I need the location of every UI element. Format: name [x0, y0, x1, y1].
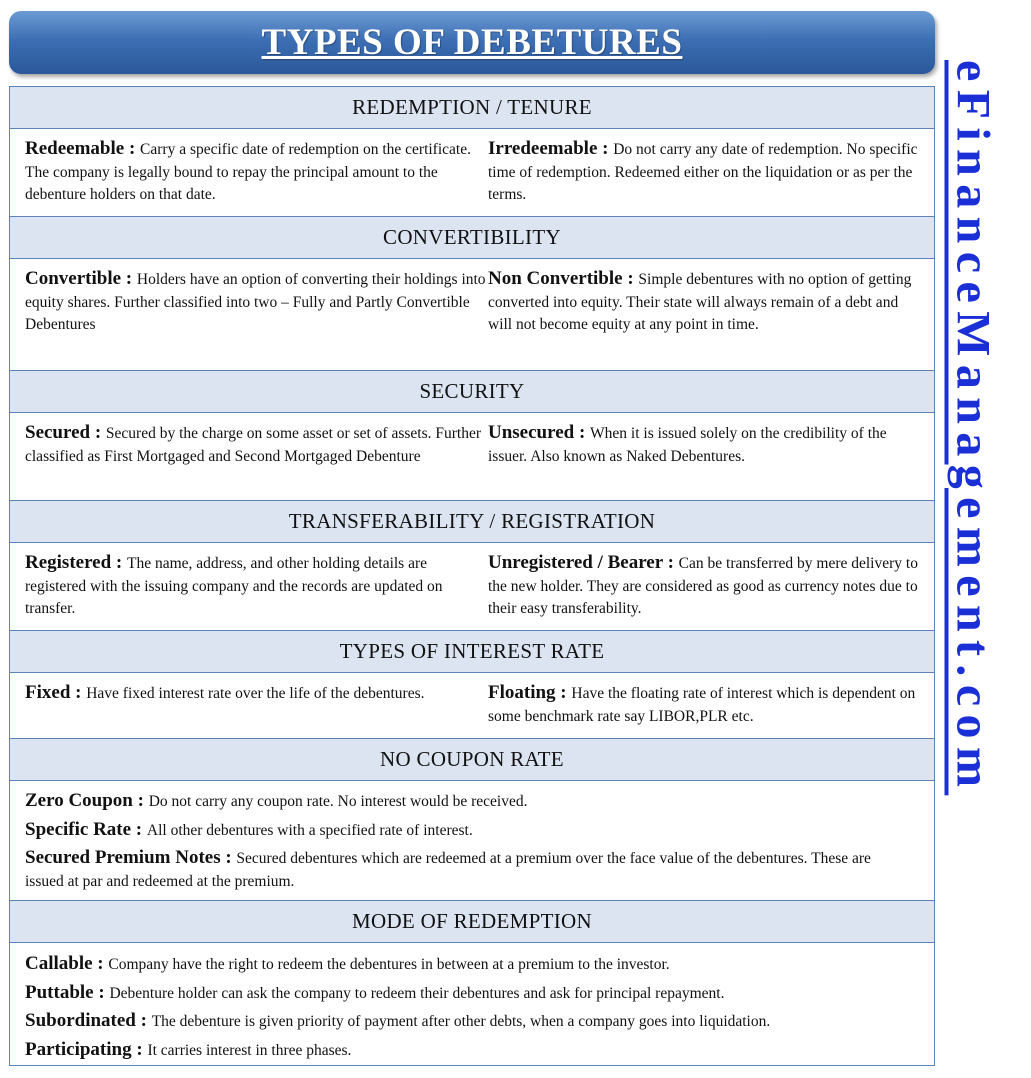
- section-heading-coupon: NO COUPON RATE: [10, 739, 934, 781]
- term-puttable: Puttable :: [25, 981, 110, 1003]
- desc-unregistered: Can be transferred by mere delivery to the new holder. They are considered as good as currency notes due to their easy transferability.: [488, 555, 918, 617]
- cell-registered: [25, 552, 488, 630]
- debenture-types-table: [9, 86, 935, 1066]
- section-heading-interest: TYPES OF INTEREST RATE: [10, 631, 934, 673]
- cell-floating: [488, 682, 920, 738]
- desc-unsecured: When it is issued solely on the credibility of the issuer. Also known as Naked Debentures.: [488, 425, 887, 465]
- desc-fixed: Have fixed interest rate over the life of the debentures.: [86, 685, 425, 702]
- section-heading-security: SECURITY: [10, 371, 934, 413]
- term-irredeemable: Irredeemable :: [488, 138, 614, 159]
- desc-redeemable: Carry a specific date of redemption on the certificate. The company is legally bound to repay the principal amount to the debenture holders on that date.: [25, 141, 471, 203]
- desc-subordinated: The debenture is given priority of payment after other debts, when a company goes into liquidation.: [151, 1013, 771, 1030]
- item-specific-rate: [25, 819, 894, 843]
- section-body-coupon: [10, 781, 934, 901]
- desc-convertible: Holders have an option of converting their holdings into equity shares. Further classified into two – Fully and Partly Convertible Debentures: [25, 271, 486, 333]
- desc-participating: It carries interest in three phases.: [147, 1041, 352, 1059]
- item-zero-coupon: [25, 790, 894, 814]
- cell-non-convertible: [488, 268, 920, 370]
- term-zero-coupon: Zero Coupon :: [25, 790, 149, 811]
- term-secured: Secured :: [25, 422, 106, 443]
- cell-unsecured: [488, 422, 920, 500]
- term-redeemable: Redeemable :: [25, 138, 141, 159]
- section-heading-transferability: TRANSFERABILITY / REGISTRATION: [10, 501, 934, 543]
- cell-redeemable: [25, 138, 488, 216]
- section-body-convertibility: [10, 259, 934, 371]
- desc-non-convertible: Simple debentures with no option of getting converted into equity. Their state will always remain of a debt and will not become equity at any point in time.: [488, 271, 912, 333]
- section-body-redemption: [10, 129, 934, 217]
- cell-convertible: [25, 268, 488, 370]
- section-heading-mode: MODE OF REDEMPTION: [10, 901, 934, 943]
- title-banner: [9, 11, 935, 74]
- desc-zero-coupon: Do not carry any coupon rate. No interest would be received.: [148, 793, 528, 810]
- desc-callable: Company have the right to redeem the debentures in between at a premium to the investor.: [108, 956, 670, 973]
- cell-fixed: [25, 682, 488, 738]
- item-participating: [25, 1039, 920, 1063]
- section-heading-convertibility: CONVERTIBILITY: [10, 217, 934, 259]
- desc-registered: The name, address, and other holding details are registered with the issuing company and the records are updated on transfer.: [25, 555, 443, 617]
- desc-puttable: Debenture holder can ask the company to redeem their debentures and ask for principal repayment.: [109, 984, 725, 1002]
- term-participating: Participating :: [25, 1038, 148, 1060]
- term-callable: Callable :: [25, 953, 109, 974]
- term-unsecured: Unsecured :: [488, 422, 591, 443]
- cell-irredeemable: [488, 138, 920, 216]
- term-fixed: Fixed :: [25, 682, 87, 703]
- term-unregistered: Unregistered / Bearer :: [488, 552, 679, 573]
- section-body-interest: [10, 673, 934, 739]
- term-subordinated: Subordinated :: [25, 1010, 152, 1031]
- section-body-security: [10, 413, 934, 501]
- cell-secured: [25, 422, 488, 500]
- site-watermark: [944, 60, 1002, 1010]
- section-heading-redemption: REDEMPTION / TENURE: [10, 87, 934, 129]
- desc-floating: Have the floating rate of interest which is dependent on some benchmark rate say LIBOR,PLR etc.: [488, 685, 916, 725]
- watermark-text: eFinanceManagement.com: [946, 60, 1000, 796]
- term-floating: Floating :: [488, 682, 572, 703]
- term-specific-rate: Specific Rate :: [25, 818, 147, 840]
- cell-unregistered: [488, 552, 920, 630]
- term-non-convertible: Non Convertible :: [488, 268, 639, 289]
- term-registered: Registered :: [25, 552, 128, 573]
- item-subordinated: [25, 1010, 920, 1034]
- desc-secured-premium-notes: Secured debentures which are redeemed at a premium over the face value of the debentures. These are issued at par and redeemed at the premium.: [25, 850, 871, 890]
- desc-specific-rate: All other debentures with a specified rate of interest.: [146, 821, 473, 839]
- desc-secured: Secured by the charge on some asset or set of assets. Further classified as First Mortgaged and Second Mortgaged Debenture: [25, 425, 481, 465]
- item-puttable: [25, 982, 920, 1006]
- page-title: TYPES OF DEBETURES: [261, 22, 683, 63]
- section-body-mode: [10, 943, 934, 1065]
- term-convertible: Convertible :: [25, 268, 137, 289]
- item-secured-premium-notes: [25, 847, 894, 893]
- term-secured-premium-notes: Secured Premium Notes :: [25, 847, 237, 868]
- section-body-transferability: [10, 543, 934, 631]
- item-callable: [25, 953, 920, 977]
- desc-irredeemable: Do not carry any date of redemption. No specific time of redemption. Redeemed either on the liquidation or as per the terms.: [488, 141, 918, 203]
